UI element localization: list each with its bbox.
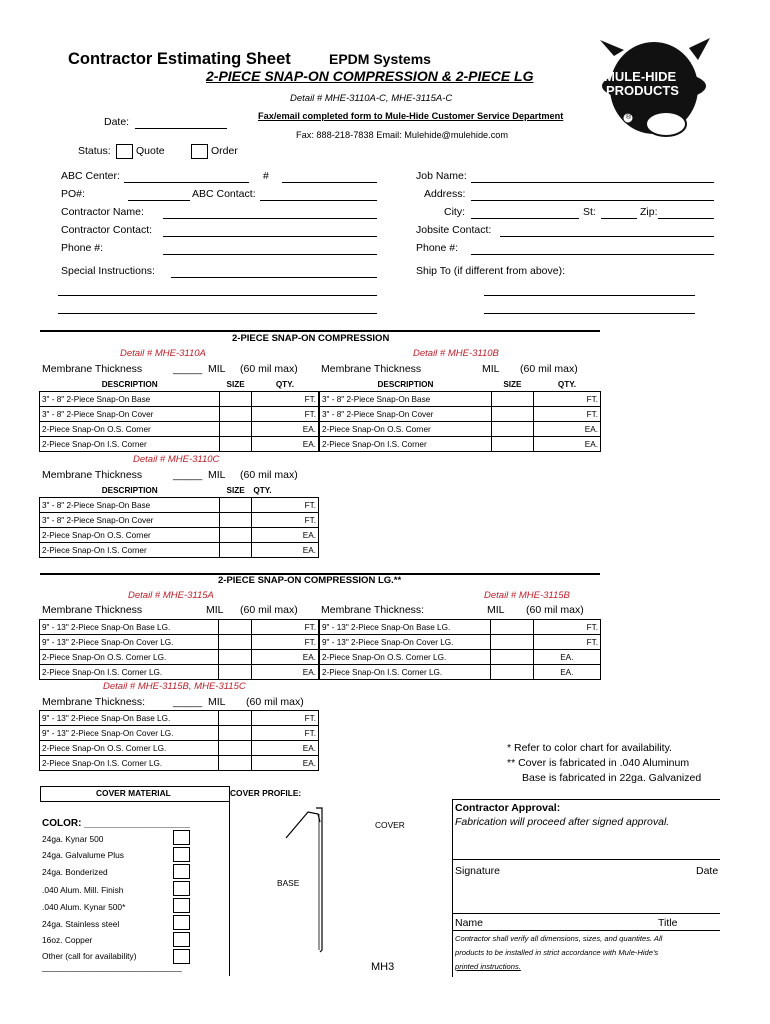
lg-membrane-max-c: (60 mil max) [246, 696, 304, 708]
table-row [40, 741, 319, 756]
qty-cell[interactable]: EA. [251, 665, 318, 680]
size-cell[interactable] [220, 498, 251, 513]
state-label: St: [583, 206, 596, 218]
lg-membrane-max-a: (60 mil max) [240, 604, 298, 616]
qty-cell[interactable]: FT. [533, 635, 600, 650]
section2-title: 2-PIECE SNAP-ON COMPRESSION LG.** [218, 575, 402, 586]
table-header [320, 377, 601, 392]
row-desc: 3" - 8" 2-Piece Snap-On Base [40, 498, 220, 513]
approval-fine-print-1: Contractor shall verify all dimensions, sizes, and quantites. All [455, 934, 663, 943]
title-label: Title [658, 917, 678, 929]
special-instructions-field-2[interactable] [58, 295, 377, 296]
system-name: EPDM Systems [329, 51, 431, 67]
date-label: Date: [104, 116, 130, 128]
qty-cell[interactable]: FT. [533, 407, 600, 422]
lg-membrane-c-blank[interactable]: _____ [173, 696, 203, 708]
jobsite-contact-label: Jobsite Contact: [416, 224, 492, 236]
col-qty: QTY. [533, 377, 600, 392]
contractor-name-label: Contractor Name: [61, 206, 144, 218]
qty-cell[interactable]: FT. [251, 392, 318, 407]
note-cover-fabrication: ** Cover is fabricated in .040 Aluminum [507, 757, 690, 769]
material-kynar-24ga: 24ga. Kynar 500 [42, 834, 104, 844]
table-header [40, 483, 319, 498]
ship-to-field-1[interactable] [484, 295, 695, 296]
size-cell[interactable] [219, 726, 251, 741]
table-row [320, 620, 601, 635]
color-field[interactable]: COLOR: ___________________ [42, 818, 190, 829]
job-name-field[interactable] [471, 182, 714, 183]
qty-cell[interactable]: EA. [251, 422, 318, 437]
quote-checkbox[interactable] [116, 144, 133, 159]
quote-label: Quote [136, 145, 165, 157]
table-row [320, 437, 601, 452]
checkbox-alum-mill[interactable] [173, 881, 190, 896]
col-qty: QTY. [251, 377, 318, 392]
abc-contact-label: ABC Contact: [192, 188, 256, 200]
row-desc: 3" - 8" 2-Piece Snap-On Cover [320, 407, 492, 422]
col-size: SIZE [220, 483, 251, 498]
jobsite-phone-field[interactable] [471, 254, 714, 255]
contact-info: Fax: 888-218-7838 Email: Mulehide@mulehide.com [296, 130, 509, 140]
qty-cell[interactable]: EA. [251, 543, 318, 558]
row-desc: 9" - 13" 2-Piece Snap-On Cover LG. [320, 635, 491, 650]
checkbox-kynar-24ga[interactable] [173, 830, 190, 845]
city-field[interactable] [471, 218, 579, 219]
table-row [320, 650, 601, 665]
state-field[interactable] [601, 218, 637, 219]
checkbox-other[interactable] [173, 949, 190, 964]
phone-field[interactable] [163, 254, 377, 255]
signature-label: Signature [455, 865, 500, 877]
col-description: DESCRIPTION [40, 483, 220, 498]
lg-membrane-mil-b: MIL [487, 604, 505, 616]
size-cell[interactable] [491, 422, 533, 437]
col-size: SIZE [491, 377, 533, 392]
row-desc: 2-Piece Snap-On I.S. Corner [40, 437, 220, 452]
size-cell[interactable] [219, 620, 251, 635]
lg-membrane-mil-a: MIL [206, 604, 224, 616]
table-row [40, 635, 319, 650]
logo-text-mule-hide: MULE-HIDE [604, 69, 677, 84]
qty-cell[interactable]: EA. [533, 422, 600, 437]
qty-cell[interactable]: FT. [251, 407, 318, 422]
table-header [40, 377, 319, 392]
approval-top-border [452, 799, 720, 800]
material-bonderized: 24ga. Bonderized [42, 867, 108, 877]
size-cell[interactable] [491, 392, 533, 407]
row-desc: 9" - 13" 2-Piece Snap-On Base LG. [320, 620, 491, 635]
size-cell[interactable] [491, 620, 534, 635]
qty-cell[interactable]: EA. [251, 741, 318, 756]
table-row [40, 711, 319, 726]
row-desc: 2-Piece Snap-On O.S. Corner LG. [320, 650, 491, 665]
size-cell[interactable] [220, 543, 251, 558]
size-cell[interactable] [219, 635, 251, 650]
qty-cell[interactable]: FT. [533, 392, 600, 407]
size-cell[interactable] [220, 407, 251, 422]
material-copper: 16oz. Copper [42, 935, 93, 945]
order-label: Order [211, 145, 238, 157]
material-stainless: 24ga. Stainless steel [42, 919, 120, 929]
cover-profile-divider [229, 786, 230, 976]
row-desc: 2-Piece Snap-On I.S. Corner LG. [40, 665, 219, 680]
zip-field[interactable] [658, 218, 714, 219]
checkbox-bonderized[interactable] [173, 864, 190, 879]
table-row [40, 422, 319, 437]
size-cell[interactable] [491, 650, 534, 665]
size-cell[interactable] [219, 665, 251, 680]
abc-number-label: # [263, 170, 269, 182]
section1-title: 2-PIECE SNAP-ON COMPRESSION [232, 333, 390, 344]
detail-3110c: Detail # MHE-3110C [133, 454, 220, 465]
size-cell[interactable] [220, 513, 251, 528]
address-label: Address: [424, 188, 466, 200]
detail-3115a: Detail # MHE-3115A [128, 590, 214, 601]
membrane-mil-b: MIL [482, 363, 500, 375]
logo-text-products: PRODUCTS [606, 83, 679, 98]
checkbox-stainless[interactable] [173, 915, 190, 930]
row-desc: 9" - 13" 2-Piece Snap-On Cover LG. [40, 726, 219, 741]
form-subtitle: 2-PIECE SNAP-ON COMPRESSION & 2-PIECE LG [206, 68, 534, 84]
lg-membrane-max-b: (60 mil max) [526, 604, 584, 616]
contractor-contact-label: Contractor Contact: [61, 224, 153, 236]
material-other: Other (call for availability) [42, 951, 137, 961]
qty-cell[interactable]: EA. [533, 665, 600, 680]
qty-cell[interactable]: FT. [251, 711, 318, 726]
material-alum-mill: .040 Alum. Mill. Finish [42, 885, 124, 895]
zip-label: Zip: [640, 206, 658, 218]
abc-number-field[interactable] [282, 182, 377, 183]
qty-cell[interactable]: EA. [251, 650, 318, 665]
table-3115c [39, 710, 319, 771]
col-qty: QTY. [251, 483, 318, 498]
approval-title: Contractor Approval: [455, 802, 561, 814]
date-sign-label: Date [696, 865, 719, 877]
contractor-contact-field[interactable] [163, 236, 377, 237]
membrane-thickness-c-blank[interactable]: _____ [173, 469, 203, 481]
qty-cell[interactable]: EA. [533, 650, 600, 665]
table-row [320, 635, 601, 650]
cover-material-title: COVER MATERIAL [96, 788, 171, 798]
approval-line-1 [452, 859, 720, 860]
membrane-thickness-c-label: Membrane Thickness [42, 469, 143, 481]
size-cell[interactable] [220, 392, 251, 407]
table-row [40, 528, 319, 543]
table-3110b [319, 377, 601, 452]
membrane-mil-c: MIL [208, 469, 226, 481]
size-cell[interactable] [220, 528, 251, 543]
col-size: SIZE [220, 377, 251, 392]
table-row [40, 513, 319, 528]
phone-label: Phone #: [61, 242, 104, 254]
qty-cell[interactable]: FT. [533, 620, 600, 635]
detail-3115b: Detail # MHE-3115B [484, 590, 570, 601]
checkbox-alum-kynar[interactable] [173, 898, 190, 913]
material-alum-kynar: .040 Alum. Kynar 500* [42, 902, 126, 912]
row-desc: 2-Piece Snap-On O.S. Corner [40, 422, 220, 437]
qty-cell[interactable]: EA. [251, 756, 318, 771]
note-color-chart: * Refer to color chart for availability. [507, 742, 672, 754]
lg-membrane-c-label: Membrane Thickness: [42, 696, 146, 708]
size-cell[interactable] [491, 407, 533, 422]
detail-3115b-3115c: Detail # MHE-3115B, MHE-3115C [103, 681, 246, 692]
table-row [320, 665, 601, 680]
table-row [40, 407, 319, 422]
checkbox-galvalume[interactable] [173, 847, 190, 862]
material-other-line[interactable]: ______________________________ [42, 962, 182, 972]
lg-membrane-b-label: Membrane Thickness: [321, 604, 425, 616]
table-row [320, 407, 601, 422]
mule-hide-logo [594, 36, 714, 142]
table-3110a [39, 377, 319, 452]
abc-center-label: ABC Center: [61, 170, 120, 182]
table-row [320, 422, 601, 437]
row-desc: 9" - 13" 2-Piece Snap-On Cover LG. [40, 635, 219, 650]
row-desc: 2-Piece Snap-On O.S. Corner LG. [40, 741, 219, 756]
row-desc: 2-Piece Snap-On I.S. Corner LG. [320, 665, 491, 680]
size-cell[interactable] [219, 711, 251, 726]
table-3110c [39, 483, 319, 558]
table-row [40, 392, 319, 407]
table-row [40, 498, 319, 513]
date-field[interactable] [135, 128, 227, 129]
detail-numbers: Detail # MHE-3110A-C, MHE-3115A-C [290, 93, 453, 104]
qty-cell[interactable]: EA. [533, 437, 600, 452]
base-label: BASE [277, 878, 300, 888]
approval-note: Fabrication will proceed after signed approval. [455, 816, 670, 828]
membrane-max-c: (60 mil max) [240, 469, 298, 481]
row-desc: 2-Piece Snap-On I.S. Corner [320, 437, 492, 452]
row-desc: 3" - 8" 2-Piece Snap-On Base [320, 392, 492, 407]
special-instructions-field-1[interactable] [171, 277, 377, 278]
membrane-max-b: (60 mil max) [520, 363, 578, 375]
fax-instructions: Fax/email completed form to Mule-Hide Customer Service Department [258, 111, 564, 121]
approval-fine-print-2: products to be installed in strict accordance with Mule-Hide's [455, 948, 659, 957]
detail-3110a: Detail # MHE-3110A [120, 348, 206, 359]
size-cell[interactable] [491, 635, 534, 650]
row-desc: 3" - 8" 2-Piece Snap-On Base [40, 392, 220, 407]
jobsite-contact-field[interactable] [500, 236, 714, 237]
qty-cell[interactable]: FT. [251, 620, 318, 635]
size-cell[interactable] [219, 756, 251, 771]
cover-profile-title: COVER PROFILE: [230, 788, 302, 798]
membrane-max-a: (60 mil max) [240, 363, 298, 375]
size-cell[interactable] [491, 665, 534, 680]
material-galvalume: 24ga. Galvalume Plus [42, 850, 124, 860]
approval-fine-print-3: printed instructions. [455, 962, 521, 971]
address-field[interactable] [471, 200, 714, 201]
row-desc: 3" - 8" 2-Piece Snap-On Cover [40, 407, 220, 422]
row-desc: 2-Piece Snap-On O.S. Corner LG. [40, 650, 219, 665]
size-cell[interactable] [219, 650, 251, 665]
special-instructions-label: Special Instructions: [61, 265, 155, 277]
col-description: DESCRIPTION [320, 377, 492, 392]
membrane-thickness-b-label: Membrane Thickness [321, 363, 422, 375]
abc-contact-field[interactable] [260, 200, 377, 201]
name-label: Name [455, 917, 484, 929]
form-title: Contractor Estimating Sheet [68, 50, 291, 68]
section1-divider [40, 330, 600, 332]
row-desc: 3" - 8" 2-Piece Snap-On Cover [40, 513, 220, 528]
table-row [320, 392, 601, 407]
table-row [40, 756, 319, 771]
po-field[interactable] [128, 200, 190, 201]
lg-membrane-a-label: Membrane Thickness [42, 604, 143, 616]
table-row [40, 437, 319, 452]
col-description: DESCRIPTION [40, 377, 220, 392]
ship-to-field-2[interactable] [484, 313, 695, 314]
row-desc: 2-Piece Snap-On O.S. Corner [40, 528, 220, 543]
cover-material-panel [40, 786, 230, 976]
table-row [40, 726, 319, 741]
size-cell[interactable] [491, 437, 533, 452]
table-row [40, 665, 319, 680]
qty-cell[interactable]: EA. [251, 437, 318, 452]
table-3115b [319, 619, 601, 680]
signature-field[interactable] [452, 913, 720, 914]
order-checkbox[interactable] [191, 144, 208, 159]
checkbox-copper[interactable] [173, 932, 190, 947]
membrane-mil-a: MIL [208, 363, 226, 375]
city-label: City: [444, 206, 465, 218]
logo-registered: ® [626, 114, 632, 121]
contractor-name-field[interactable] [163, 218, 377, 219]
table-row [40, 620, 319, 635]
size-cell[interactable] [220, 437, 251, 452]
membrane-thickness-a-label: Membrane Thickness [42, 363, 143, 375]
row-desc: 9" - 13" 2-Piece Snap-On Base LG. [40, 620, 219, 635]
membrane-thickness-a-blank[interactable]: _____ [173, 363, 203, 375]
cover-label: COVER [375, 820, 405, 830]
qty-cell[interactable]: EA. [251, 528, 318, 543]
po-label: PO#: [61, 188, 85, 200]
cover-profile-drawing [250, 800, 370, 970]
qty-cell[interactable]: FT. [251, 635, 318, 650]
table-3115a [39, 619, 319, 680]
note-base-fabrication: Base is fabricated in 22ga. Galvanized [522, 772, 702, 784]
size-cell[interactable] [220, 422, 251, 437]
qty-cell[interactable]: FT. [251, 726, 318, 741]
status-label: Status: [78, 145, 111, 157]
size-cell[interactable] [219, 741, 251, 756]
ship-to-label: Ship To (if different from above): [416, 265, 566, 277]
abc-center-field[interactable] [124, 182, 249, 183]
qty-cell[interactable]: FT. [251, 513, 318, 528]
name-field[interactable] [452, 930, 720, 931]
mh3-label: MH3 [371, 961, 395, 973]
qty-cell[interactable]: FT. [251, 498, 318, 513]
special-instructions-field-3[interactable] [58, 313, 377, 314]
job-name-label: Job Name: [416, 170, 467, 182]
row-desc: 2-Piece Snap-On I.S. Corner LG. [40, 756, 219, 771]
table-row [40, 543, 319, 558]
lg-membrane-mil-c: MIL [208, 696, 226, 708]
row-desc: 2-Piece Snap-On O.S. Corner [320, 422, 492, 437]
row-desc: 2-Piece Snap-On I.S. Corner [40, 543, 220, 558]
jobsite-phone-label: Phone #: [416, 242, 459, 254]
table-row [40, 650, 319, 665]
detail-3110b: Detail # MHE-3110B [413, 348, 499, 359]
row-desc: 9" - 13" 2-Piece Snap-On Base LG. [40, 711, 219, 726]
